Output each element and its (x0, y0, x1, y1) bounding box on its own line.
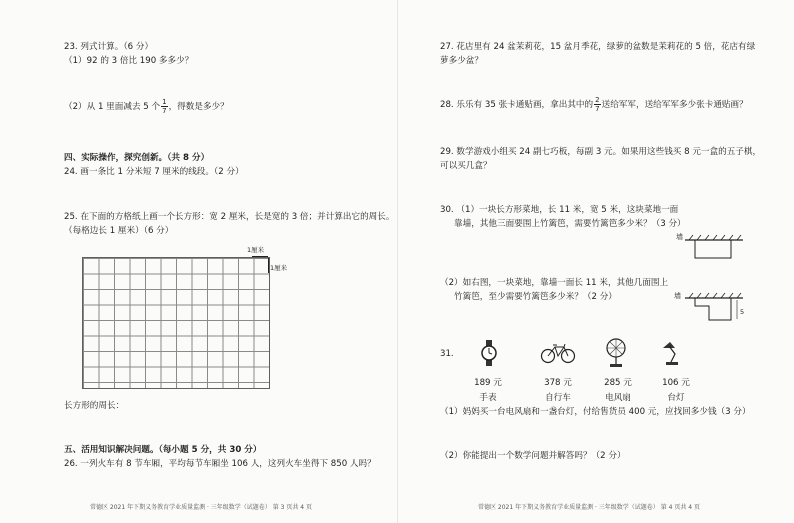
left-footer: 常德区 2021 年下期义务教育学业质量监测 · 三年级数学（试题卷） 第 3 页共 4 页 (90, 504, 312, 511)
wall-label-2: 墙 (674, 292, 681, 300)
q29-line1: 29. 数学游戏小组买 24 副七巧板，每副 3 元。如果用这些钱买 8 元一盒的五子棋， (440, 147, 762, 157)
q27-line2: 萝多少盆？ (440, 56, 483, 66)
item-price-bicycle: 378 元 (544, 378, 572, 388)
item-name-lamp: 台灯 (667, 393, 685, 403)
q29-line2: 可以买几盒？ (440, 161, 492, 171)
q30-line1: 30. （1）一块长方形菜地，长 11 米，宽 5 米，这块菜地一面 (440, 205, 679, 215)
q30-line2: 靠墙，其他三面要围上竹篱笆，需要竹篱笆多少米？（3 分） (454, 219, 686, 229)
electric-fan-icon (604, 338, 628, 368)
item-name-fan: 电风扇 (605, 393, 631, 403)
q23-sub2-post: ，得数是多少？ (168, 102, 229, 112)
q23-sub1: （1）92 的 3 倍比 190 多多少？ (64, 56, 194, 66)
q28-pre: 28. 乐乐有 35 张卡通贴画，拿出其中的 (440, 100, 594, 110)
grid-scale-line-v (268, 258, 269, 273)
q23-sub2 (64, 98, 229, 115)
grid-scale-line-h (252, 256, 268, 257)
section4-heading: 四、实际操作，探究创新。（共 8 分） (64, 153, 210, 163)
q31-sub1: （1）妈妈买一台电风扇和一盏台灯，付给售货员 400 元，应找回多少钱（3 分） (440, 407, 751, 417)
q28-fraction-num: 2 (595, 96, 600, 104)
q23-fraction (161, 98, 167, 115)
q28-post: 送给军军，送给军军多少张卡通贴画？ (601, 100, 748, 110)
garden-diagram-2 (683, 292, 745, 332)
q30-2-line1: （2）如右图，一块菜地，靠墙一面长 11 米，其他几面围上 (440, 278, 669, 288)
grid-label-top: 1厘米 (247, 246, 265, 254)
q30-2-line2: 竹篱笆，至少需要竹篱笆多少米？（2 分） (454, 292, 617, 302)
dimension-5: 5 (740, 308, 745, 316)
q23-sub2-pre: （2）从 1 里面减去 5 个 (64, 102, 161, 112)
q23-title: 23. 列式计算。（6 分） (64, 42, 154, 52)
q31-sub2: （2）你能提出一个数学问题并解答吗？（2 分） (440, 451, 626, 461)
q25-line1: 25. 在下面的方格纸上画一个长方形：宽 2 厘米，长是宽的 3 倍；并计算出它的周长。 (64, 212, 395, 222)
section5-heading: 五、活用知识解决问题。（每小题 5 分，共 30 分） (64, 445, 262, 455)
q28-text (440, 96, 748, 113)
bicycle-icon (540, 342, 576, 364)
square-grid-paper[interactable] (82, 257, 270, 389)
right-footer: 常德区 2021 年下期义务教育学业质量监测 · 三年级数学（试题卷） 第 4 页共 4 页 (478, 504, 700, 511)
item-name-watch: 手表 (479, 393, 497, 403)
item-name-bicycle: 自行车 (545, 393, 571, 403)
q31-number: 31. (440, 349, 454, 359)
item-price-lamp: 106 元 (662, 378, 690, 388)
perimeter-label: 长方形的周长： (64, 401, 125, 411)
q27-line1: 27. 花店里有 24 盆茉莉花，15 盆月季花，绿萝的盆数是茉莉花的 5 倍，花店有绿 (440, 42, 756, 52)
q25-line2: （每格边长 1 厘米）（6 分） (64, 226, 174, 236)
grid-label-side: 1厘米 (270, 264, 288, 272)
q24-text: 24. 画一条比 1 分米短 7 厘米的线段。（2 分） (64, 167, 244, 177)
garden-diagram-1 (683, 234, 745, 264)
page-divider (397, 0, 398, 523)
item-price-fan: 285 元 (604, 378, 632, 388)
watch-icon (481, 340, 497, 366)
q28-fraction (594, 96, 600, 113)
wall-label-1: 墙 (676, 233, 683, 241)
q28-fraction-den: 7 (595, 105, 600, 113)
item-price-watch: 189 元 (474, 378, 502, 388)
q23-fraction-den: 7 (162, 107, 167, 115)
q26-text: 26. 一列火车有 8 节车厢，平均每节车厢坐 106 人，这列火车坐得下 850 人吗？ (64, 459, 376, 469)
desk-lamp-icon (660, 340, 684, 366)
q23-fraction-num: 1 (162, 98, 167, 106)
